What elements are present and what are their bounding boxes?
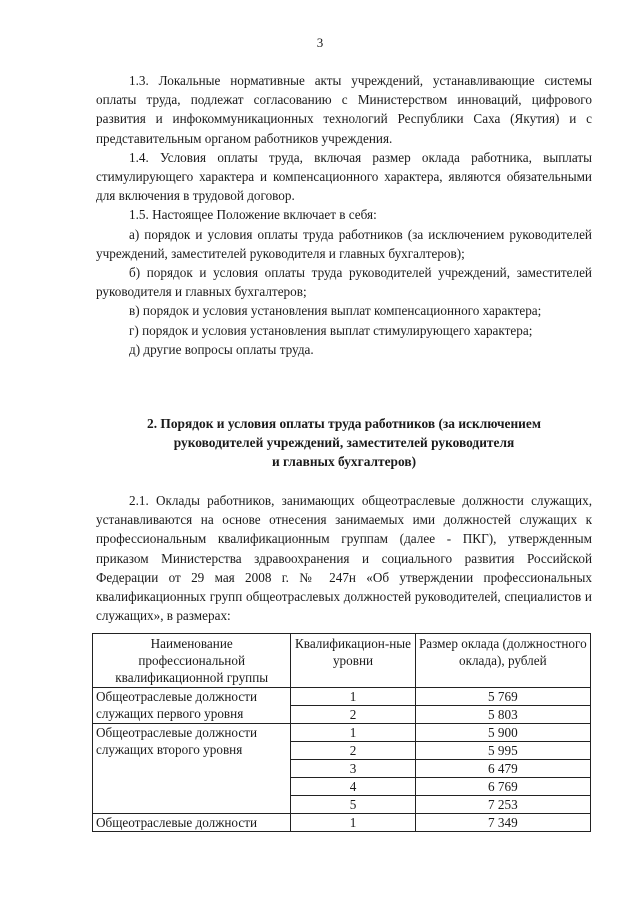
- table-row: [93, 724, 591, 742]
- section-1-body: [96, 71, 592, 359]
- header-salary: Размер оклада (должностного оклада), рублей: [415, 634, 590, 688]
- table-header-row: [93, 634, 591, 688]
- level-cell: 1: [291, 814, 415, 832]
- header-qualification-level: Квалификацион-ные уровни: [291, 634, 415, 688]
- level-cell: 5: [291, 796, 415, 814]
- section-2-heading: [96, 414, 592, 472]
- salary-cell: 6 769: [415, 778, 590, 796]
- salary-cell: 5 900: [415, 724, 590, 742]
- list-item-a: а) порядок и условия оплаты труда работников (за исключением руководителей учреждений, заместителей руководителя и главных бухгалтеров);: [96, 226, 592, 261]
- level-cell: 2: [291, 742, 415, 760]
- heading-line-3: и главных бухгалтеров): [271, 454, 417, 470]
- level-cell: 2: [291, 706, 415, 724]
- level-cell: 3: [291, 760, 415, 778]
- list-item-g: г) порядок и условия установления выплат стимулирующего характера;: [129, 322, 533, 338]
- paragraph-1-5: 1.5. Настоящее Положение включает в себя:: [129, 207, 377, 223]
- salary-cell: 5 769: [415, 688, 590, 706]
- heading-line-2: руководителей учреждений, заместителей руководителя: [173, 435, 515, 451]
- page-number: 3: [316, 35, 324, 50]
- list-item-b: б) порядок и условия оплаты труда руководителей учреждений, заместителей руководителя и главных бухгалтеров;: [96, 265, 592, 300]
- level-cell: 1: [291, 724, 415, 742]
- list-item-d: д) другие вопросы оплаты труда.: [129, 341, 314, 357]
- list-item-v: в) порядок и условия установления выплат компенсационного характера;: [129, 303, 542, 319]
- salary-cell: 5 803: [415, 706, 590, 724]
- salary-cell: 7 349: [415, 814, 590, 832]
- salary-cell: 7 253: [415, 796, 590, 814]
- paragraph-2-1: 2.1. Оклады работников, занимающих общеотраслевые должности служащих, устанавливаются на основе отнесения занимаемых ими должностей служащих к профессиональным квалификационным группам (далее - ПКГ), утвержденным приказом Министерства здравоохранения и социального развития Российской Федерации от 29 мая 2008 г. № 247н «Об утверждении профессиональных квалификационных групп общеотраслевых должностей руководителей, специалистов и служащих», в размерах:: [96, 493, 592, 624]
- header-group-name: Наименование профессиональной квалификационной группы: [93, 634, 291, 688]
- paragraph-1-3: 1.3. Локальные нормативные акты учреждений, устанавливающие системы оплаты труда, подлежат согласованию с Министерством инноваций, цифрового развития и инфокоммуникационных технологий Республики Саха (Якутия) и с представительным органом работников учреждения.: [96, 73, 592, 146]
- paragraph-1-4: 1.4. Условия оплаты труда, включая размер оклада работника, выплаты стимулирующего характера и компенсационного характера, являются обязательными для включения в трудовой договор.: [96, 149, 592, 204]
- salary-cell: 5 995: [415, 742, 590, 760]
- group-name-cell: Общеотраслевые должности служащих первого уровня: [93, 688, 291, 724]
- salary-table: [92, 633, 591, 832]
- group-name-cell: Общеотраслевые должности: [93, 814, 291, 832]
- group-name-cell: Общеотраслевые должности служащих второго уровня: [93, 724, 291, 814]
- table-row: [93, 814, 591, 832]
- level-cell: 4: [291, 778, 415, 796]
- heading-line-1: 2. Порядок и условия оплаты труда работников (за исключением: [147, 416, 541, 431]
- level-cell: 1: [291, 688, 415, 706]
- table-row: [93, 688, 591, 706]
- salary-cell: 6 479: [415, 760, 590, 778]
- section-2-body: [96, 491, 592, 625]
